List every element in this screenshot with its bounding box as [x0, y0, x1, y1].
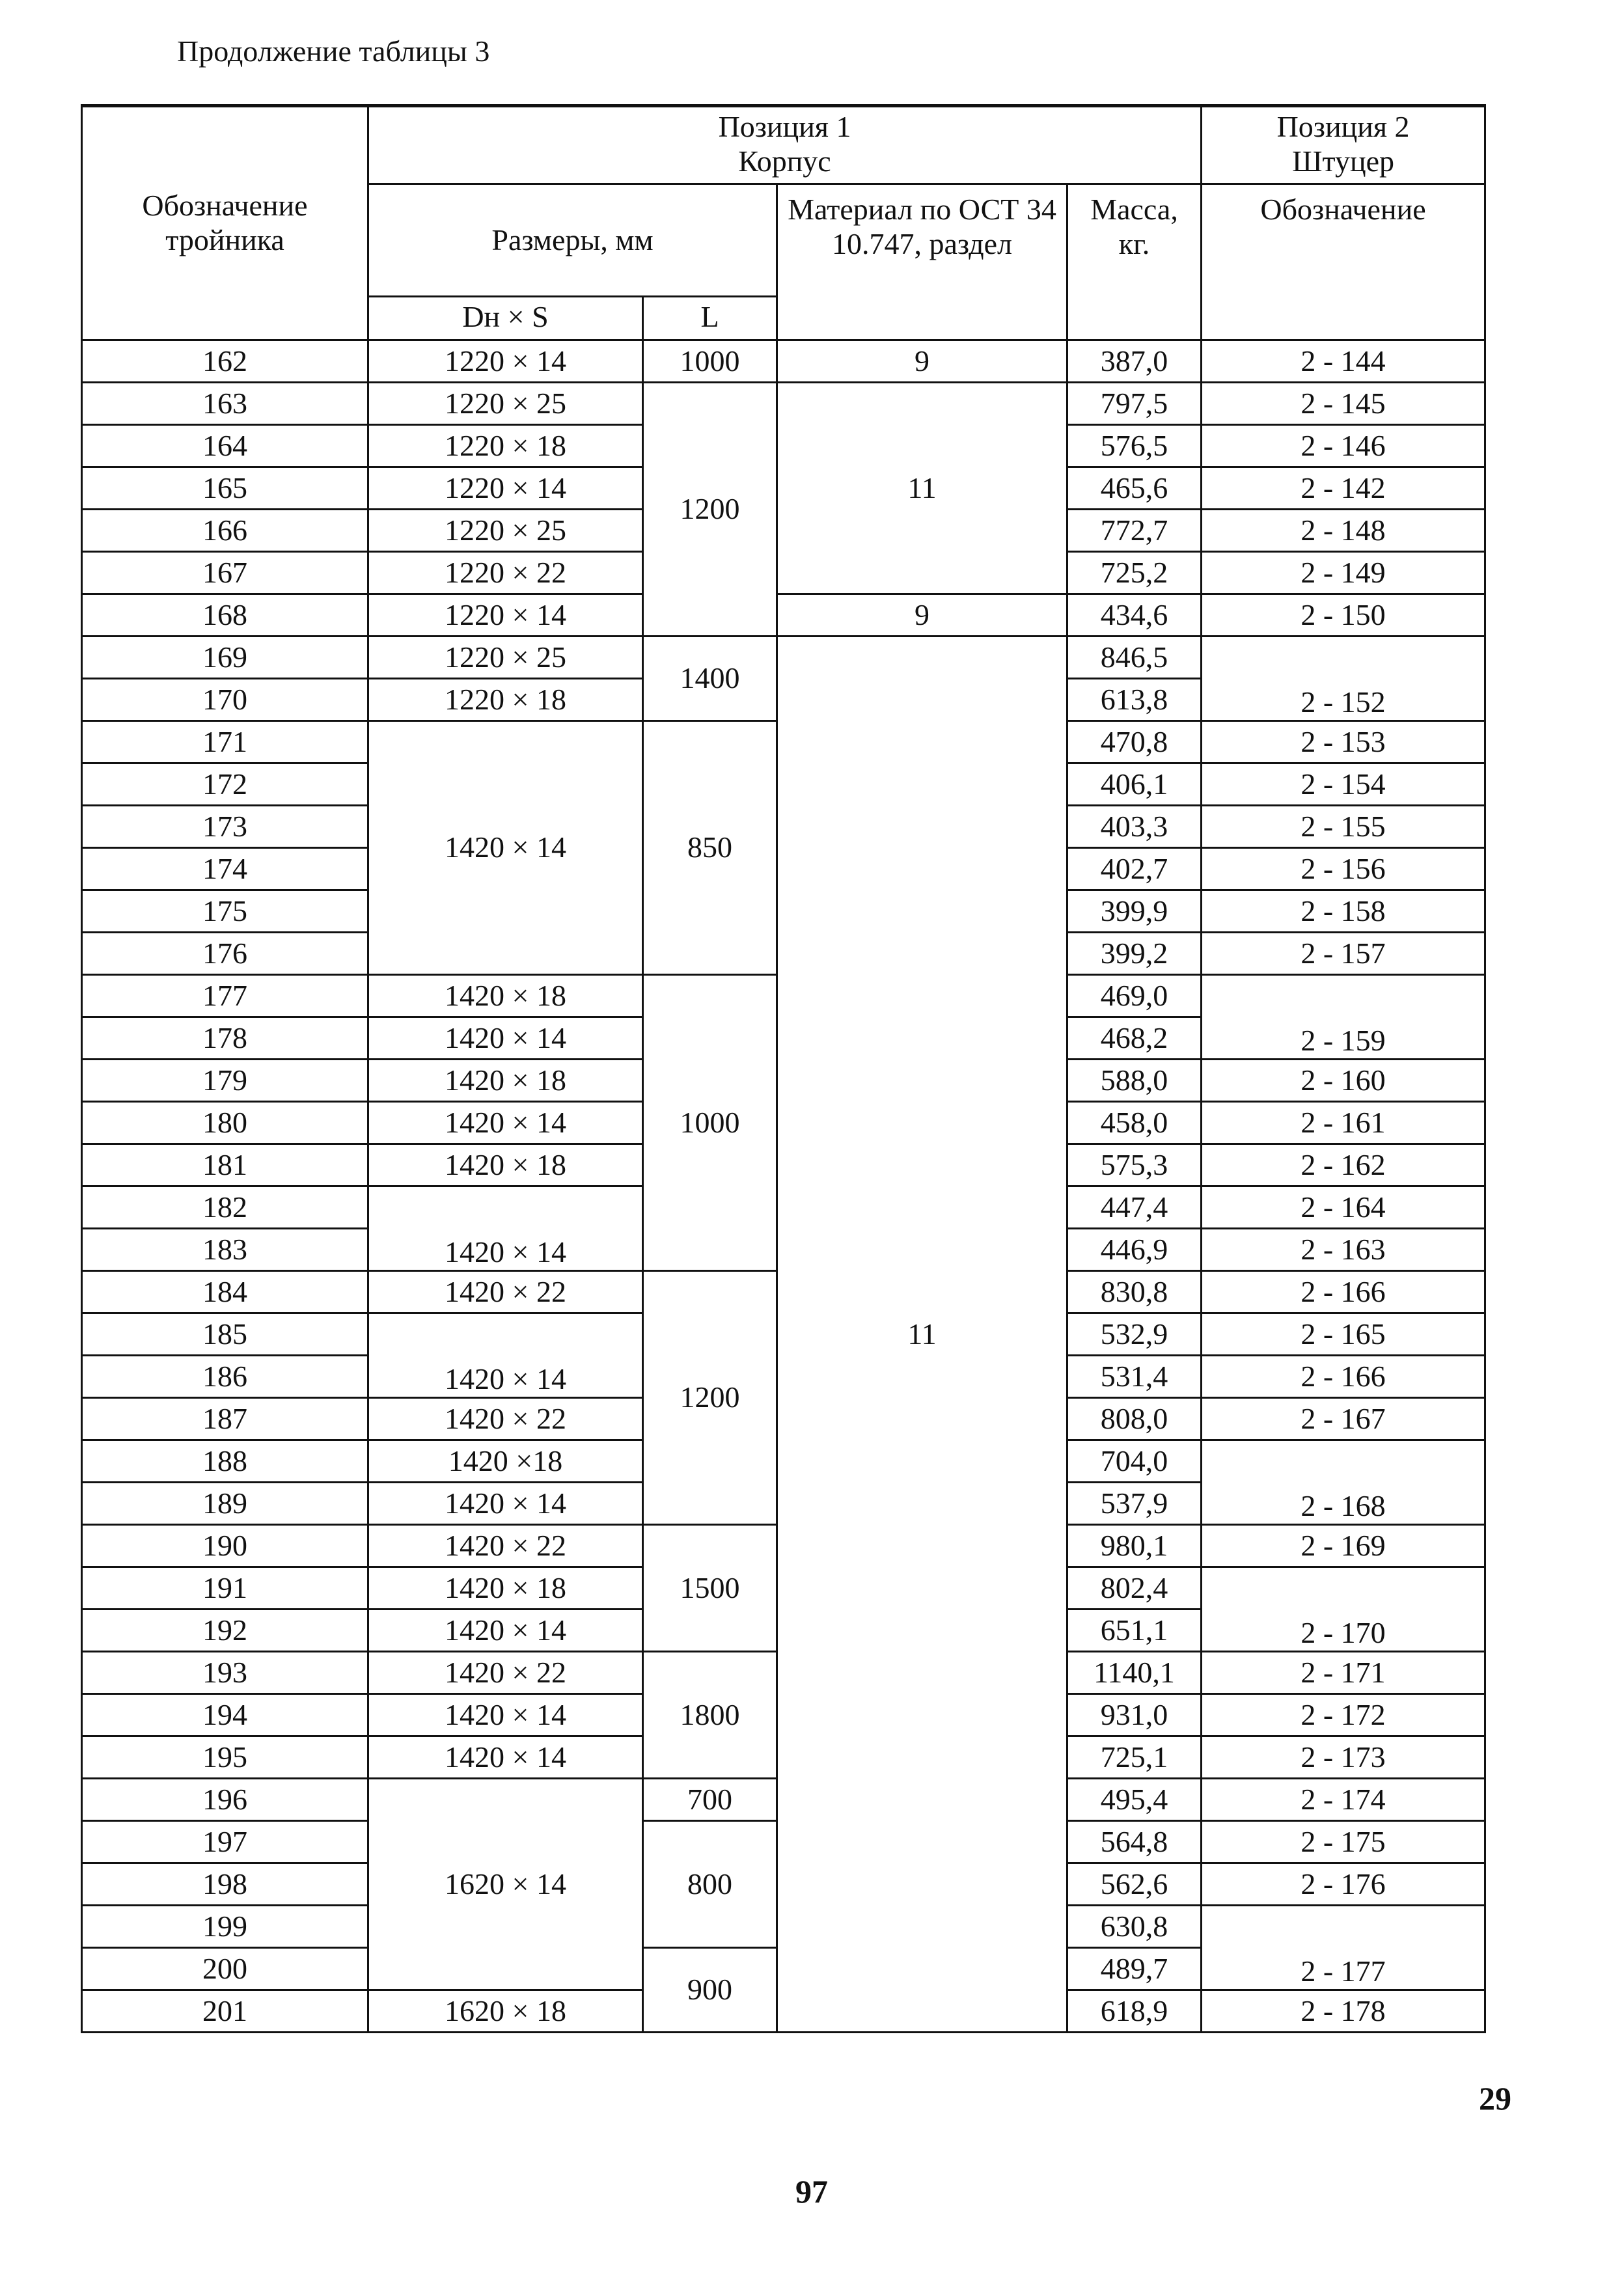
material-header: Материал по ОСТ 34 10.747, раздел: [777, 184, 1067, 340]
fittings-table: [81, 104, 1486, 2033]
mass-cell: 446,9: [1067, 1229, 1202, 1271]
designation-cell: 201: [82, 1990, 368, 2033]
fitting-cell: 2 - 164: [1202, 1186, 1485, 1229]
designation-cell: 162: [82, 340, 368, 383]
mass-cell: 465,6: [1067, 467, 1202, 510]
designation-cell: 200: [82, 1948, 368, 1990]
table-row: [82, 340, 1485, 383]
designation-cell: 193: [82, 1652, 368, 1694]
dn-s-cell: 1420 × 14: [368, 1736, 643, 1779]
length-cell: 1500: [643, 1525, 777, 1652]
designation-cell: 163: [82, 383, 368, 425]
dn-s-cell: 1420 × 22: [368, 1525, 643, 1567]
mass-cell: 802,4: [1067, 1567, 1202, 1610]
designation-cell: 188: [82, 1440, 368, 1483]
sizes-header: Размеры, мм: [368, 184, 777, 297]
l-header: L: [643, 297, 777, 340]
fitting-cell: 2 - 178: [1202, 1990, 1485, 2033]
position1-header: [368, 106, 1202, 184]
designation-cell: 189: [82, 1483, 368, 1525]
mass-cell: 434,6: [1067, 594, 1202, 637]
mass-cell: 402,7: [1067, 848, 1202, 890]
dn-s-cell: 1220 × 18: [368, 679, 643, 721]
fitting-cell: 2 - 152: [1202, 637, 1485, 721]
fitting-cell: 2 - 162: [1202, 1144, 1485, 1186]
material-cell: 11: [777, 637, 1067, 2033]
fitting-cell: 2 - 175: [1202, 1821, 1485, 1863]
mass-cell: 458,0: [1067, 1102, 1202, 1144]
fitting-cell: 2 - 174: [1202, 1779, 1485, 1821]
fitting-cell: 2 - 156: [1202, 848, 1485, 890]
mass-cell: 387,0: [1067, 340, 1202, 383]
designation-header: Обозначение тройника: [82, 106, 368, 340]
designation-cell: 182: [82, 1186, 368, 1229]
length-cell: 1800: [643, 1652, 777, 1779]
fitting-cell: 2 - 155: [1202, 806, 1485, 848]
length-cell: 850: [643, 721, 777, 975]
mass-cell: 630,8: [1067, 1906, 1202, 1948]
body-label: Корпус: [738, 144, 831, 178]
mass-cell: 830,8: [1067, 1271, 1202, 1313]
dn-s-cell: 1420 × 18: [368, 1567, 643, 1610]
fitting-cell: 2 - 157: [1202, 933, 1485, 975]
position2-header: [1202, 106, 1485, 184]
fitting-cell: 2 - 148: [1202, 510, 1485, 552]
mass-cell: 564,8: [1067, 1821, 1202, 1863]
fitting-cell: 2 - 161: [1202, 1102, 1485, 1144]
designation-cell: 175: [82, 890, 368, 933]
fitting-cell: 2 - 167: [1202, 1398, 1485, 1440]
mass-cell: 531,4: [1067, 1356, 1202, 1398]
table-row: [82, 383, 1485, 425]
fitting-cell: 2 - 177: [1202, 1906, 1485, 1990]
dn-s-cell: 1220 × 18: [368, 425, 643, 467]
designation-cell: 196: [82, 1779, 368, 1821]
page-number-large: 97: [795, 2173, 828, 2210]
dn-s-cell: 1220 × 14: [368, 467, 643, 510]
mass-cell: 613,8: [1067, 679, 1202, 721]
mass-cell: 470,8: [1067, 721, 1202, 763]
mass-cell: 725,2: [1067, 552, 1202, 594]
designation-cell: 194: [82, 1694, 368, 1736]
fitting-cell: 2 - 160: [1202, 1060, 1485, 1102]
page-number-small: 29: [1479, 2080, 1511, 2117]
fitting-cell: 2 - 154: [1202, 763, 1485, 806]
designation-cell: 167: [82, 552, 368, 594]
table-row: [82, 594, 1485, 637]
dn-s-cell: 1220 × 22: [368, 552, 643, 594]
designation-cell: 180: [82, 1102, 368, 1144]
designation-cell: 185: [82, 1313, 368, 1356]
dn-s-cell: 1420 × 22: [368, 1271, 643, 1313]
mass-cell: 808,0: [1067, 1398, 1202, 1440]
length-cell: 1200: [643, 383, 777, 637]
dn-s-cell: 1220 × 14: [368, 594, 643, 637]
mass-cell: 447,4: [1067, 1186, 1202, 1229]
dn-s-cell: 1620 × 18: [368, 1990, 643, 2033]
dn-s-cell: 1420 × 14: [368, 1102, 643, 1144]
table-row: [82, 637, 1485, 679]
mass-cell: 468,2: [1067, 1017, 1202, 1060]
mass-cell: 469,0: [1067, 975, 1202, 1017]
dn-s-cell: 1220 × 14: [368, 340, 643, 383]
length-cell: 1000: [643, 340, 777, 383]
designation-cell: 164: [82, 425, 368, 467]
mass-cell: 537,9: [1067, 1483, 1202, 1525]
fitting-cell: 2 - 153: [1202, 721, 1485, 763]
dn-s-cell: 1420 ×18: [368, 1440, 643, 1483]
dn-s-cell: 1420 × 14: [368, 1017, 643, 1060]
designation-cell: 181: [82, 1144, 368, 1186]
fitting-cell: 2 - 149: [1202, 552, 1485, 594]
dn-s-cell: 1620 × 14: [368, 1779, 643, 1990]
position2-label: Позиция 2: [1276, 110, 1410, 143]
mass-cell: 403,3: [1067, 806, 1202, 848]
designation-cell: 179: [82, 1060, 368, 1102]
designation-cell: 198: [82, 1863, 368, 1906]
designation-cell: 171: [82, 721, 368, 763]
fitting-cell: 2 - 163: [1202, 1229, 1485, 1271]
fitting-designation-header: Обозначение: [1202, 184, 1485, 340]
designation-cell: 186: [82, 1356, 368, 1398]
mass-cell: 772,7: [1067, 510, 1202, 552]
mass-cell: 576,5: [1067, 425, 1202, 467]
mass-cell: 725,1: [1067, 1736, 1202, 1779]
length-cell: 800: [643, 1821, 777, 1948]
fitting-cell: 2 - 168: [1202, 1440, 1485, 1525]
length-cell: 700: [643, 1779, 777, 1821]
fitting-cell: 2 - 142: [1202, 467, 1485, 510]
dn-s-cell: 1220 × 25: [368, 383, 643, 425]
designation-cell: 178: [82, 1017, 368, 1060]
mass-cell: 575,3: [1067, 1144, 1202, 1186]
dn-s-cell: 1420 × 18: [368, 975, 643, 1017]
material-cell: 9: [777, 594, 1067, 637]
designation-cell: 187: [82, 1398, 368, 1440]
dn-s-cell: 1220 × 25: [368, 637, 643, 679]
designation-cell: 190: [82, 1525, 368, 1567]
fitting-cell: 2 - 159: [1202, 975, 1485, 1060]
designation-cell: 169: [82, 637, 368, 679]
dn-s-header: Dн × S: [368, 297, 643, 340]
length-cell: 1400: [643, 637, 777, 721]
fitting-cell: 2 - 158: [1202, 890, 1485, 933]
designation-cell: 174: [82, 848, 368, 890]
designation-cell: 195: [82, 1736, 368, 1779]
dn-s-cell: 1420 × 14: [368, 1694, 643, 1736]
material-cell: 9: [777, 340, 1067, 383]
fitting-cell: 2 - 144: [1202, 340, 1485, 383]
fitting-label: Штуцер: [1292, 144, 1394, 178]
dn-s-cell: 1420 × 18: [368, 1144, 643, 1186]
length-cell: 900: [643, 1948, 777, 2033]
fitting-cell: 2 - 172: [1202, 1694, 1485, 1736]
dn-s-cell: 1420 × 14: [368, 1313, 643, 1398]
designation-cell: 166: [82, 510, 368, 552]
fitting-cell: 2 - 166: [1202, 1356, 1485, 1398]
fitting-cell: 2 - 170: [1202, 1567, 1485, 1652]
dn-s-cell: 1420 × 18: [368, 1060, 643, 1102]
position1-label: Позиция 1: [718, 110, 851, 143]
dn-s-cell: 1420 × 14: [368, 1483, 643, 1525]
designation-cell: 184: [82, 1271, 368, 1313]
mass-cell: 562,6: [1067, 1863, 1202, 1906]
dn-s-cell: 1420 × 22: [368, 1398, 643, 1440]
designation-cell: 197: [82, 1821, 368, 1863]
mass-cell: 704,0: [1067, 1440, 1202, 1483]
mass-cell: 588,0: [1067, 1060, 1202, 1102]
table-caption: Продолжение таблицы 3: [177, 34, 490, 68]
designation-cell: 173: [82, 806, 368, 848]
designation-cell: 168: [82, 594, 368, 637]
designation-cell: 176: [82, 933, 368, 975]
dn-s-cell: 1420 × 14: [368, 1186, 643, 1271]
dn-s-cell: 1420 × 22: [368, 1652, 643, 1694]
mass-cell: 797,5: [1067, 383, 1202, 425]
mass-header: Масса, кг.: [1067, 184, 1202, 340]
designation-cell: 170: [82, 679, 368, 721]
fitting-cell: 2 - 165: [1202, 1313, 1485, 1356]
designation-cell: 177: [82, 975, 368, 1017]
dn-s-cell: 1420 × 14: [368, 1610, 643, 1652]
fitting-cell: 2 - 176: [1202, 1863, 1485, 1906]
mass-cell: 980,1: [1067, 1525, 1202, 1567]
fitting-cell: 2 - 145: [1202, 383, 1485, 425]
mass-cell: 399,2: [1067, 933, 1202, 975]
fitting-cell: 2 - 150: [1202, 594, 1485, 637]
designation-cell: 183: [82, 1229, 368, 1271]
mass-cell: 1140,1: [1067, 1652, 1202, 1694]
mass-cell: 931,0: [1067, 1694, 1202, 1736]
mass-cell: 406,1: [1067, 763, 1202, 806]
mass-cell: 532,9: [1067, 1313, 1202, 1356]
mass-cell: 618,9: [1067, 1990, 1202, 2033]
designation-cell: 199: [82, 1906, 368, 1948]
length-cell: 1000: [643, 975, 777, 1271]
designation-cell: 165: [82, 467, 368, 510]
designation-cell: 172: [82, 763, 368, 806]
mass-cell: 399,9: [1067, 890, 1202, 933]
dn-s-cell: 1420 × 14: [368, 721, 643, 975]
fitting-cell: 2 - 171: [1202, 1652, 1485, 1694]
fitting-cell: 2 - 169: [1202, 1525, 1485, 1567]
mass-cell: 846,5: [1067, 637, 1202, 679]
fitting-cell: 2 - 173: [1202, 1736, 1485, 1779]
designation-cell: 191: [82, 1567, 368, 1610]
length-cell: 1200: [643, 1271, 777, 1525]
mass-cell: 651,1: [1067, 1610, 1202, 1652]
fitting-cell: 2 - 166: [1202, 1271, 1485, 1313]
dn-s-cell: 1220 × 25: [368, 510, 643, 552]
fitting-cell: 2 - 146: [1202, 425, 1485, 467]
material-cell: 11: [777, 383, 1067, 594]
mass-cell: 495,4: [1067, 1779, 1202, 1821]
designation-cell: 192: [82, 1610, 368, 1652]
mass-cell: 489,7: [1067, 1948, 1202, 1990]
